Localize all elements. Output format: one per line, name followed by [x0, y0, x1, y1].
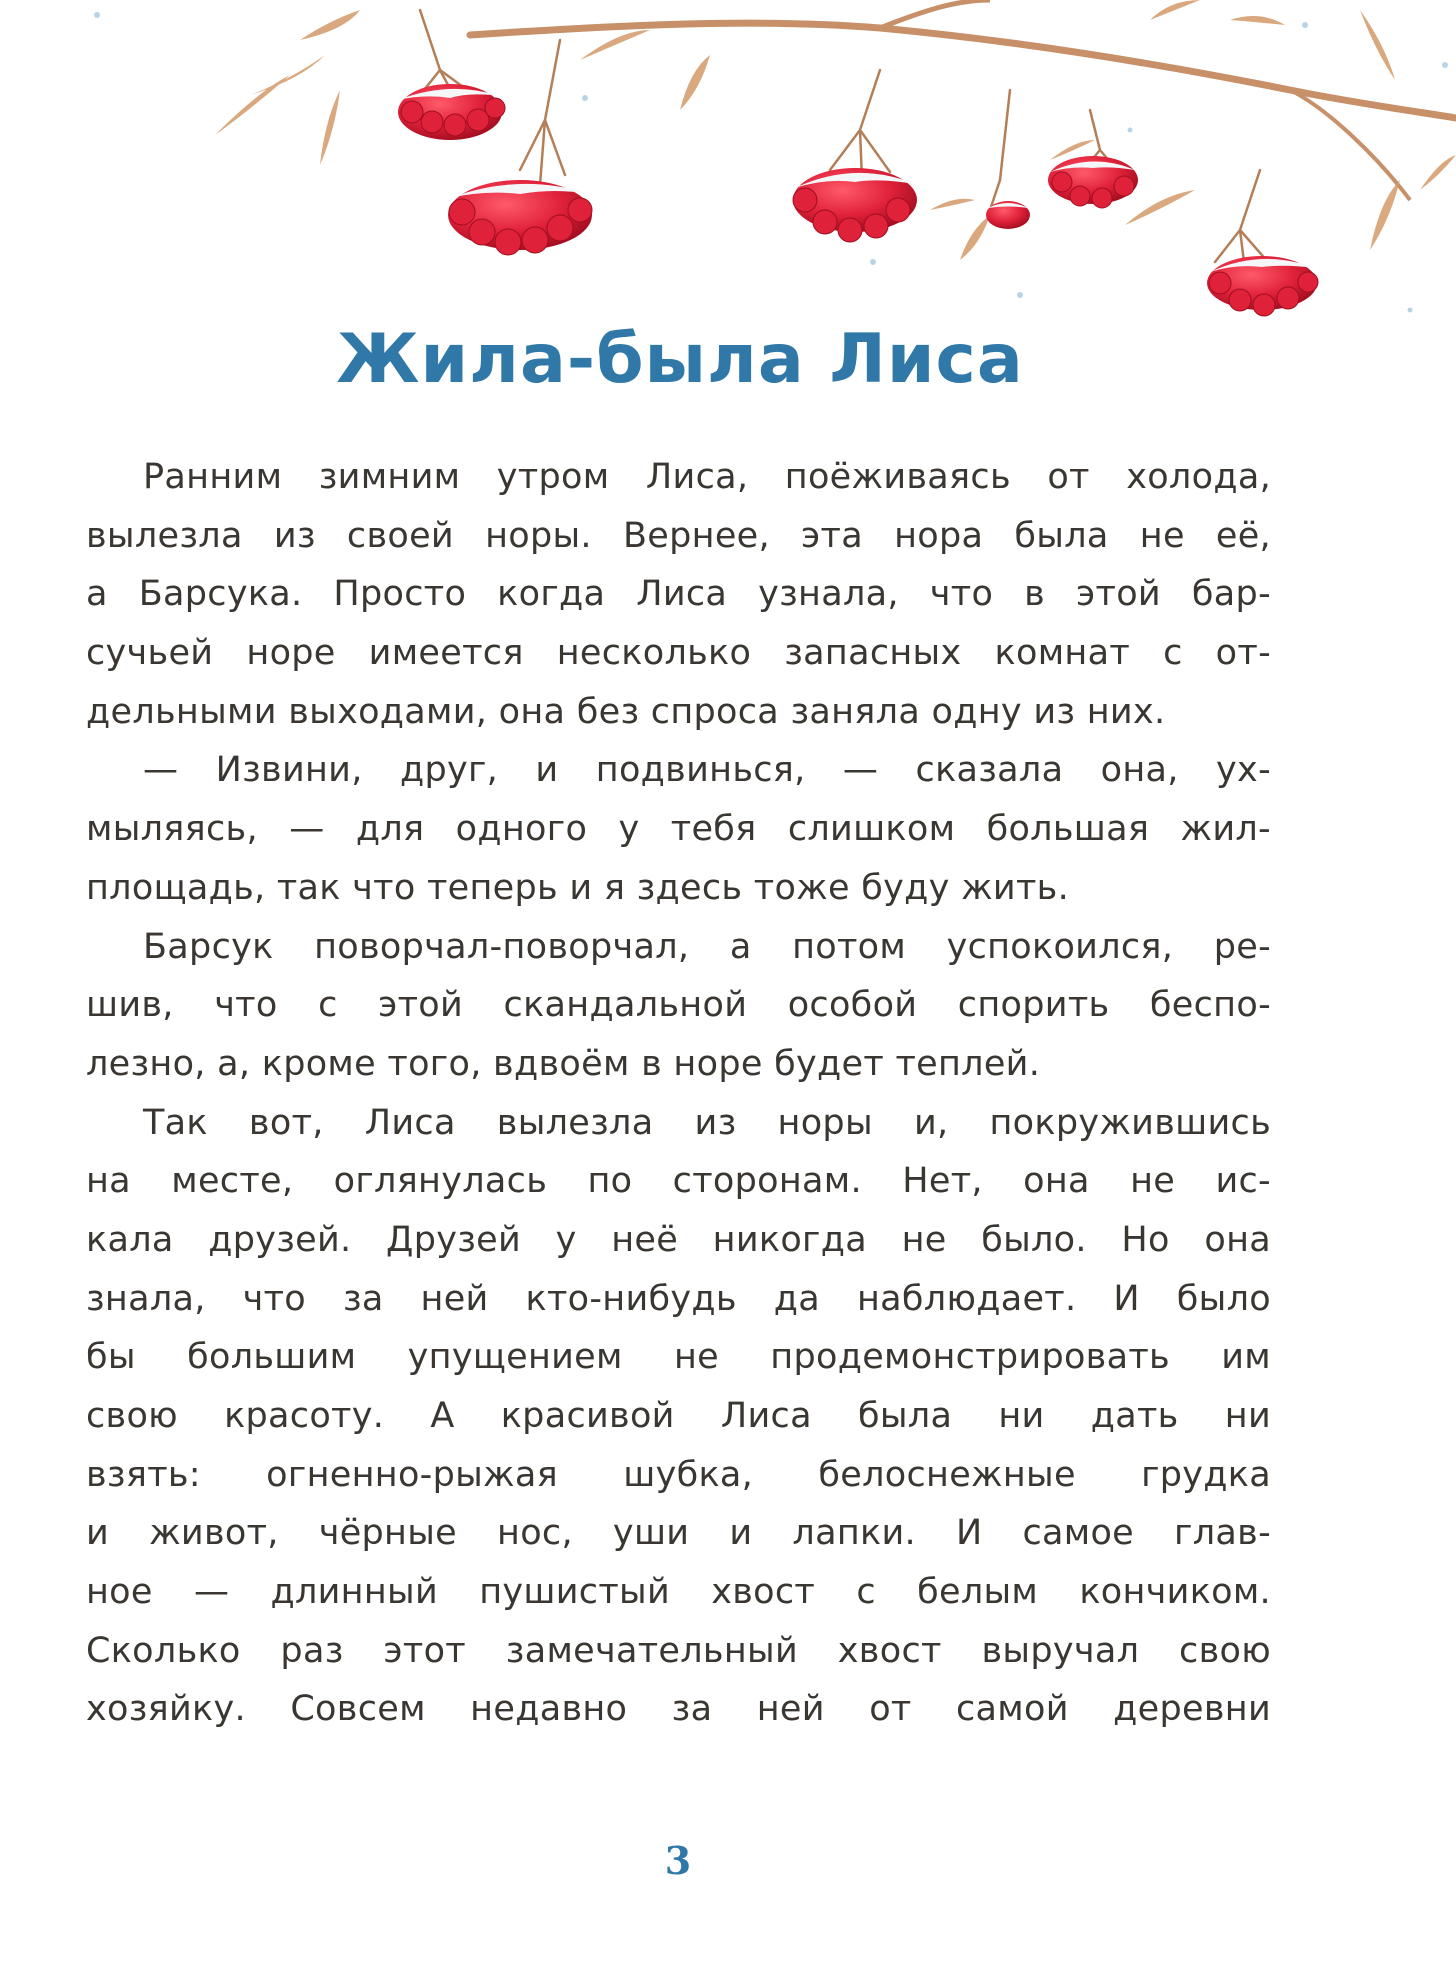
text-line: сучьей норе имеется несколько запасных комнат с от-	[86, 633, 1271, 674]
text-line: Ранним зимним утром Лиса, поёживаясь от холода,	[143, 457, 1271, 497]
story-text	[86, 448, 1271, 1739]
text-line: а Барсука. Просто когда Лиса узнала, что в этой бар-	[86, 574, 1271, 615]
text-line: — Извини, друг, и подвинься, — сказала она, ух-	[143, 750, 1271, 791]
text-line: на месте, оглянулась по сторонам. Нет, она не ис-	[86, 1161, 1271, 1202]
text-line: взять: огненно-рыжая шубка, белоснежные грудка	[86, 1454, 1271, 1495]
text-line: знала, что за ней кто-нибудь да наблюдает. И было	[86, 1278, 1271, 1319]
text-line: лезно, а, кроме того, вдвоём в норе будет теплей.	[86, 1043, 1041, 1084]
text-line: свою красоту. А красивой Лиса была ни дать ни	[86, 1396, 1271, 1436]
text-line: площадь, так что теперь и я здесь тоже буду жить.	[86, 867, 1070, 908]
text-line: Так вот, Лиса вылезла из норы и, покружившись	[143, 1102, 1271, 1143]
text-line: Сколько раз этот замечательный хвост выручал свою	[86, 1630, 1271, 1671]
berry-cluster-6	[1207, 256, 1318, 316]
berry-cluster-1	[398, 84, 505, 140]
text-line: Барсук поворчал-поворчал, а потом успокоился, ре-	[143, 926, 1271, 967]
rowan-branch-illustration	[0, 0, 1456, 330]
berry-cluster-2	[448, 180, 592, 255]
text-line: ное — длинный пушистый хвост с белым кончиком.	[86, 1572, 1271, 1613]
text-line: кала друзей. Друзей у неё никогда не было. Но она	[86, 1219, 1271, 1260]
story-title: Жила-была Лиса	[336, 320, 1024, 399]
text-line: дельными выходами, она без спроса заняла одну из них.	[86, 691, 1166, 732]
text-line: и живот, чёрные нос, уши и лапки. И самое глав-	[86, 1513, 1271, 1554]
berry-cluster-3	[793, 168, 917, 242]
text-line: вылезла из своей норы. Вернее, эта нора была не её,	[86, 515, 1271, 556]
text-line: шив, что с этой скандальной особой спорить беспо-	[86, 985, 1271, 1026]
text-line: хозяйку. Совсем недавно за ней от самой деревни	[86, 1689, 1271, 1730]
text-line: бы большим упущением не продемонстрировать им	[86, 1337, 1271, 1378]
berry-cluster-4	[986, 201, 1030, 229]
text-line: мыляясь, — для одного у тебя слишком большая жил-	[86, 809, 1271, 850]
berry-cluster-5	[1048, 156, 1138, 208]
page-number: 3	[664, 1838, 692, 1883]
